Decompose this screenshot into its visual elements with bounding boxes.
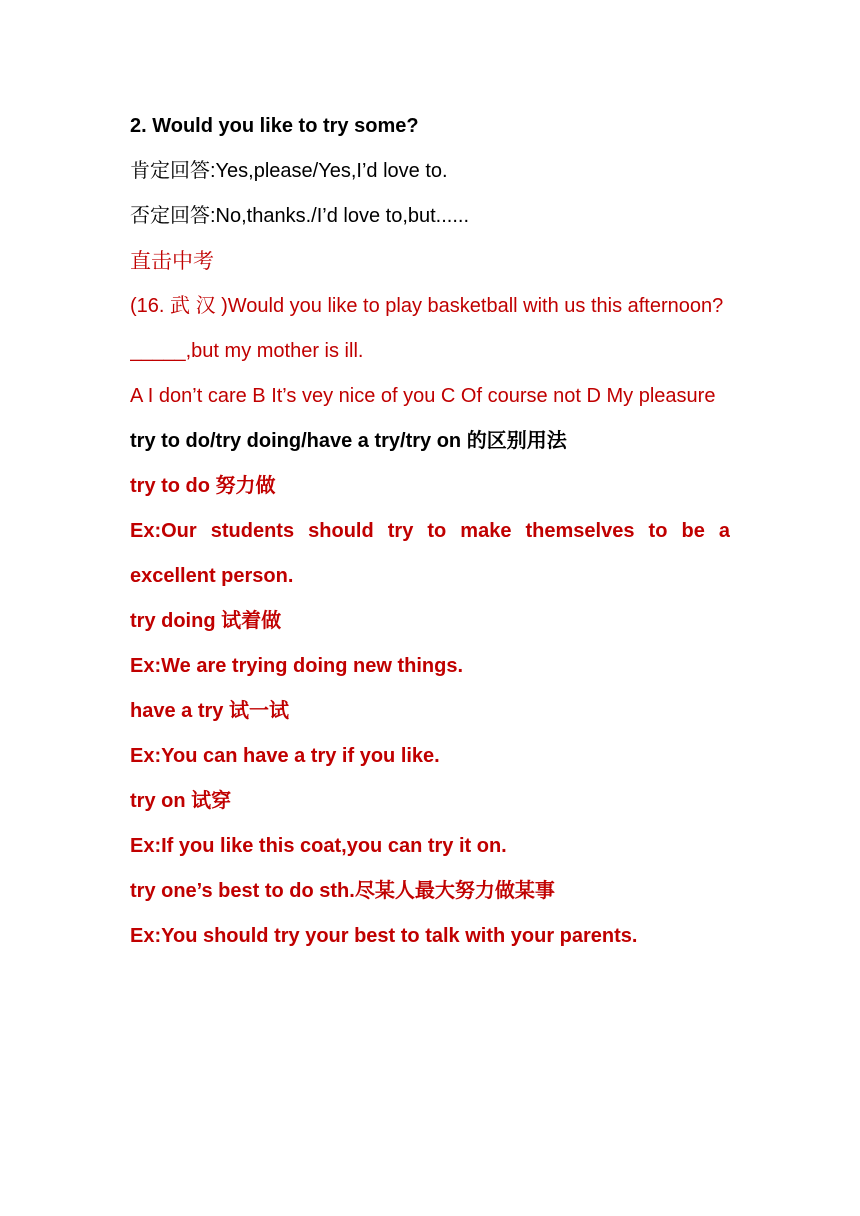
exam-blank: _____,but my mother is ill. bbox=[130, 340, 364, 362]
document-page bbox=[130, 104, 730, 959]
phrase-have-a-try: have a try 试一试 bbox=[130, 700, 289, 722]
example-try-doing: Ex:We are trying doing new things. bbox=[130, 655, 463, 677]
example-try-on: Ex:If you like this coat,you can try it on. bbox=[130, 835, 507, 857]
affirmative-answer: 肯定回答:Yes,please/Yes,I’d love to. bbox=[130, 160, 448, 182]
example-try-to-do: Ex:Our students should try to make themselves to be a excellent person. bbox=[130, 520, 730, 587]
example-try-ones-best: Ex:You should try your best to talk with your parents. bbox=[130, 925, 638, 947]
exam-options: A I don’t care B It’s vey nice of you C Of course not D My pleasure bbox=[130, 385, 716, 407]
exam-heading: 直击中考 bbox=[130, 249, 214, 273]
exam-question: (16. 武 汉 )Would you like to play basketball with us this afternoon? bbox=[130, 295, 724, 317]
example-have-a-try: Ex:You can have a try if you like. bbox=[130, 745, 440, 767]
phrase-try-ones-best: try one’s best to do sth.尽某人最大努力做某事 bbox=[130, 880, 555, 902]
negative-answer: 否定回答:No,thanks./I’d love to,but...... bbox=[130, 205, 470, 227]
usage-heading: try to do/try doing/have a try/try on 的区别用法 bbox=[130, 430, 567, 452]
phrase-try-on: try on 试穿 bbox=[130, 790, 232, 812]
question-title: 2. Would you like to try some? bbox=[130, 115, 419, 137]
phrase-try-doing: try doing 试着做 bbox=[130, 610, 282, 632]
phrase-try-to-do: try to do 努力做 bbox=[130, 475, 276, 497]
